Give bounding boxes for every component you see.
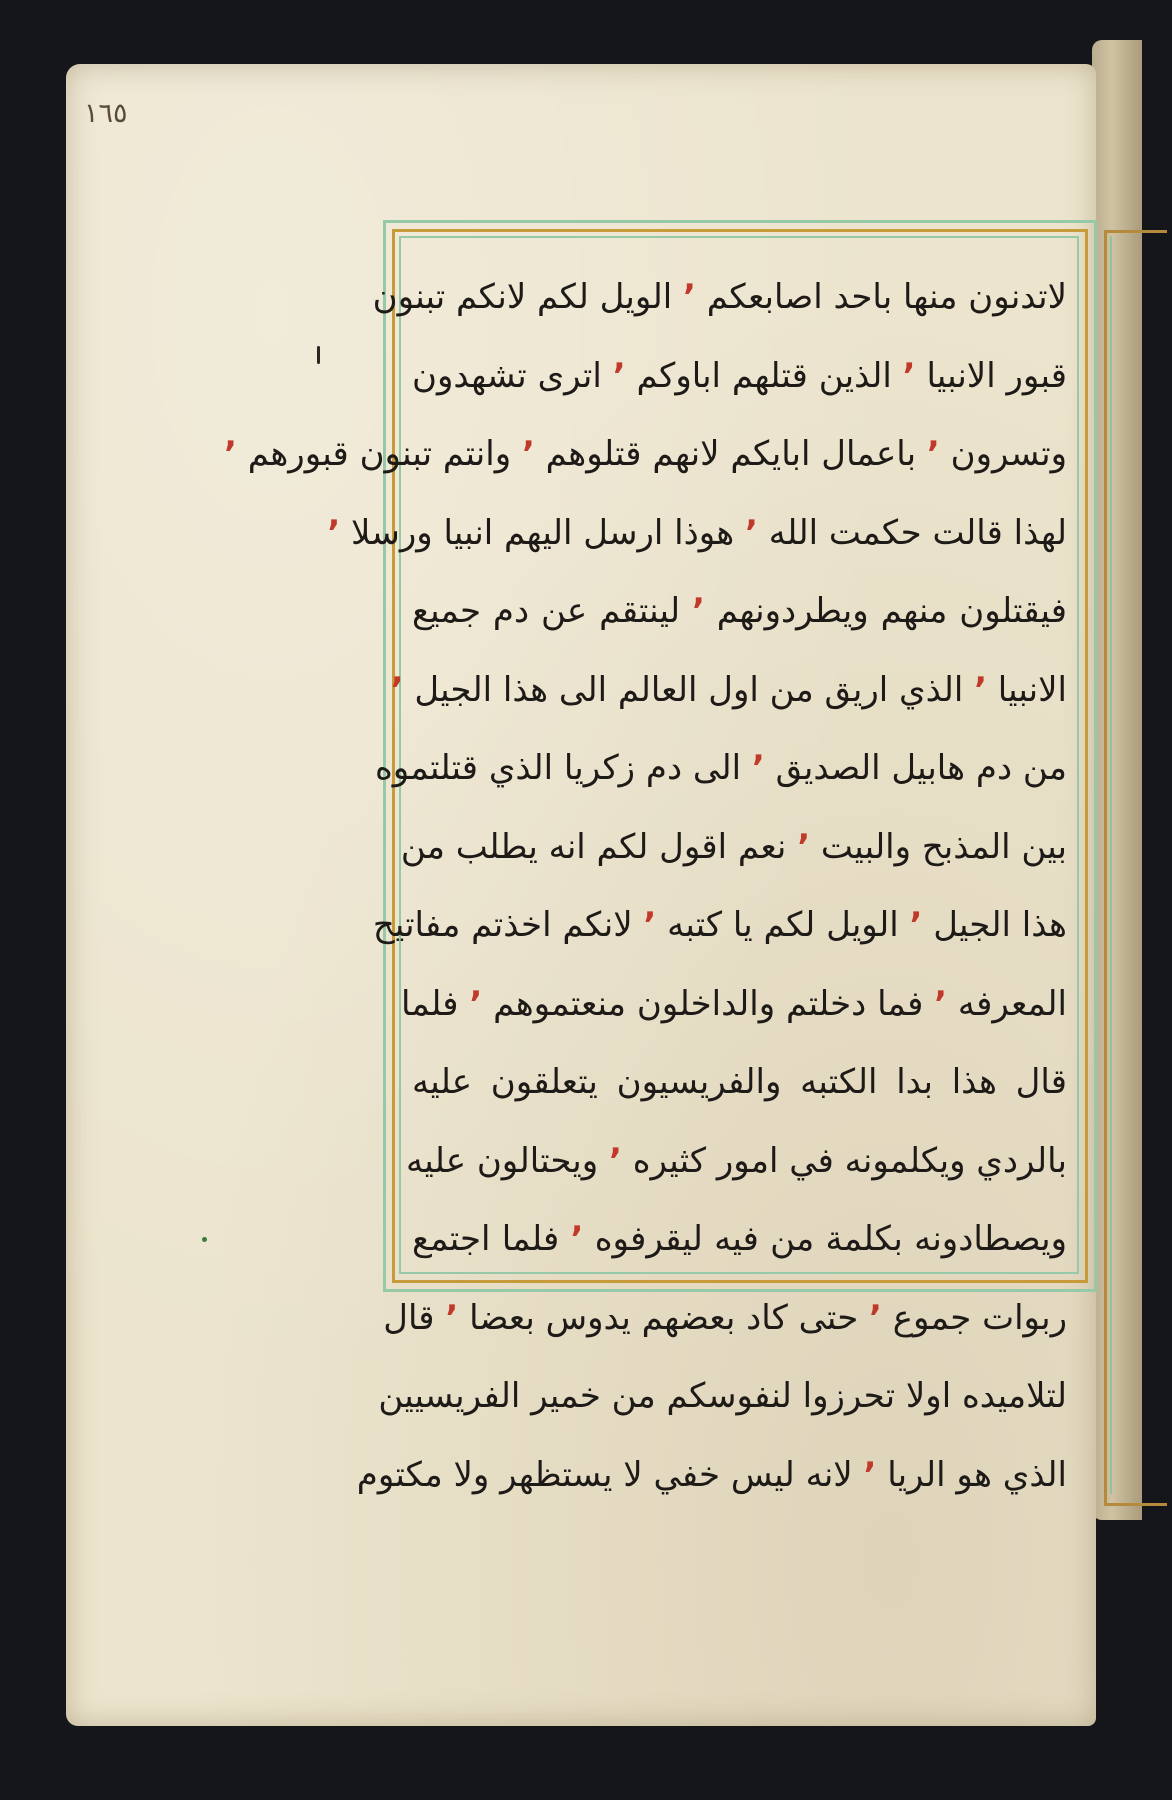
rubric-mark: ٬ [469, 983, 483, 1024]
text-line-9: هذا الجيل ٬ الويل لكم يا كتبه ٬ لانكم اخذتم مفاتيح [372, 905, 1067, 945]
text-line-16: الذي هو الريا ٬ لانه ليس خفي لا يستظهر ولا مكتوم [356, 1454, 1067, 1495]
rubric-mark: ٬ [863, 1454, 877, 1495]
rubric-mark: ٬ [521, 434, 535, 474]
text-line-10: المعرفه ٬ فما دخلتم والداخلون منعتموهم ٬ فلما [401, 983, 1067, 1024]
rubric-mark: ٬ [974, 669, 987, 710]
text-line-2: قبور الانبيا ٬ الذين قتلهم اباوكم ٬ اترى تشهدون [412, 355, 1067, 396]
rubric-mark: ٬ [612, 355, 626, 396]
rubric-mark: ٬ [683, 277, 696, 317]
text-line-7: من دم هابيل الصديق ٬ الى دم زكريا الذي قتلتموه [374, 748, 1067, 788]
rubric-mark: ٬ [609, 1140, 622, 1181]
ink-mark [317, 346, 320, 364]
rubric-mark: ٬ [751, 748, 765, 788]
rubric-mark: ٬ [327, 512, 341, 553]
text-block [224, 258, 1068, 1495]
text-line-6: الانبيا ٬ الذي اريق من اول العالم الى هذا الجيل ٬ [390, 669, 1067, 710]
folio-number: ١٦٥ [84, 98, 128, 129]
text-line-12: بالردي ويكلمونه في امور كثيره ٬ ويحتالون عليه [406, 1140, 1067, 1181]
text-line-1: لاتدنون منها باحد اصابعكم ٬ الويل لكم لانكم تبنون [372, 277, 1067, 317]
text-line-4: لهذا قالت حكمت الله ٬ هوذا ارسل اليهم انبيا ورسلا ٬ [327, 512, 1067, 553]
ink-dot [202, 1237, 207, 1242]
text-line-14: ربوات جموع ٬ حتى كاد بعضهم يدوس بعضا ٬ قال [383, 1297, 1067, 1338]
rubric-mark: ٬ [926, 434, 940, 474]
rubric-mark: ٬ [869, 1297, 882, 1338]
rubric-mark: ٬ [224, 434, 237, 474]
rubric-mark: ٬ [909, 905, 923, 945]
rubric-mark: ٬ [390, 669, 404, 710]
rubric-mark: ٬ [934, 983, 948, 1024]
text-line-3: وتسرون ٬ باعمال ابايكم لانهم قتلوهم ٬ وانتم تبنون قبورهم ٬ [224, 434, 1067, 474]
rubric-mark: ٬ [445, 1297, 459, 1338]
adjacent-page-edge [1092, 40, 1142, 1520]
rubric-mark: ٬ [797, 826, 811, 867]
text-line-11: قال هذا بدا الكتبه والفريسيون يتعلقون عليه [412, 1062, 1067, 1102]
rubric-mark: ٬ [902, 355, 916, 396]
rubric-mark: ٬ [570, 1219, 584, 1259]
adjacent-page-rule [1110, 236, 1172, 1494]
text-line-15: لتلاميده اولا تحرزوا لنفوسكم من خمير الفريسيين [378, 1376, 1067, 1416]
rubric-mark: ٬ [691, 591, 705, 631]
text-line-13: ويصطادونه بكلمة من فيه ليقرفوه ٬ فلما اجتمع [412, 1219, 1067, 1259]
text-line-5: فيقتلون منهم ويطردونهم ٬ لينتقم عن دم جميع [412, 591, 1068, 631]
text-line-8: بين المذبح والبيت ٬ نعم اقول لكم انه يطلب من [400, 826, 1067, 867]
rubric-mark: ٬ [745, 512, 758, 553]
rubric-mark: ٬ [643, 905, 657, 945]
